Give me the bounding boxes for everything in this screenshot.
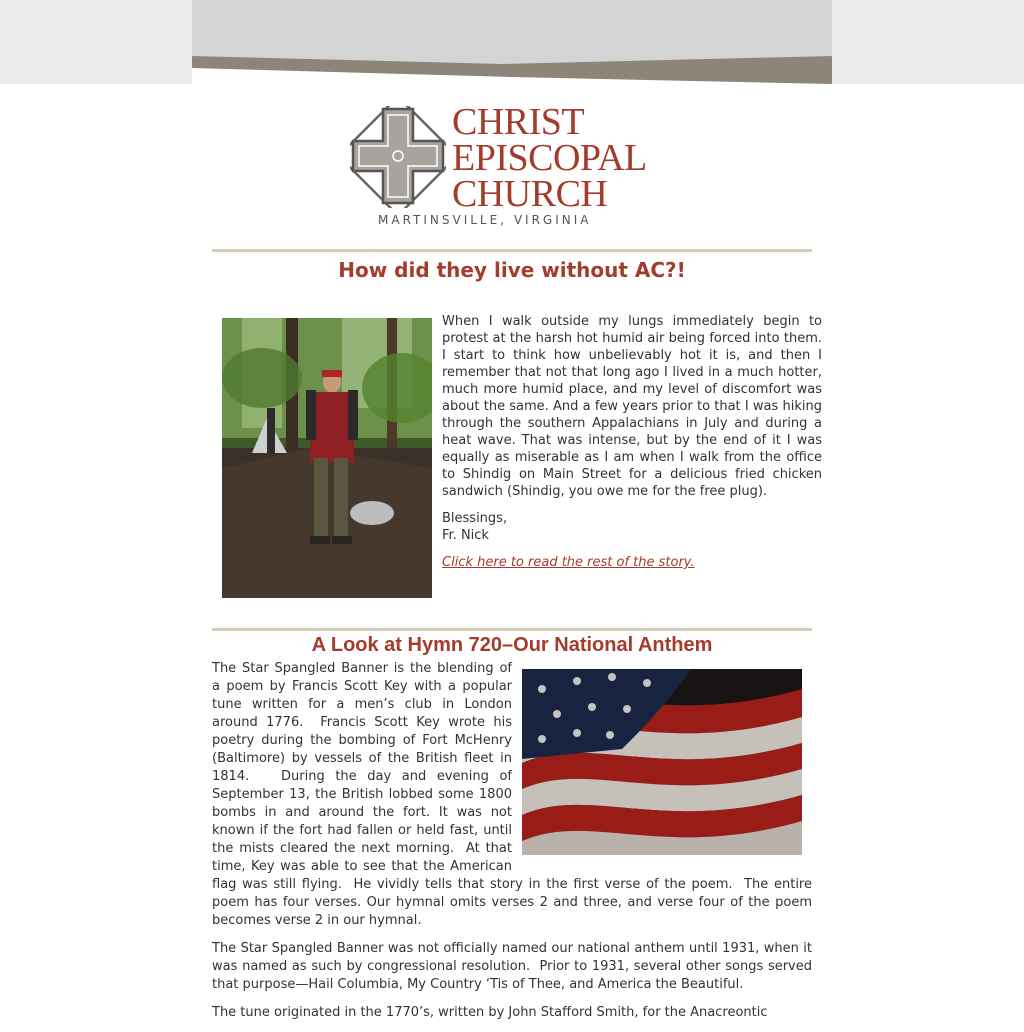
read-more-link[interactable]: Click here to read the rest of the story.	[442, 555, 695, 570]
hiker-photo	[222, 318, 432, 598]
church-logo[interactable]	[350, 101, 680, 232]
article-1-title: How did they live without AC?!	[338, 258, 686, 282]
article-2-title: A Look at Hymn 720–Our National Anthem	[311, 634, 713, 656]
article-2-paragraph-3: The tune originated in the 1770’s, written by John Stafford Smith, for the Anacreontic	[212, 1005, 768, 1020]
header-banner	[192, 0, 832, 84]
read-more-row	[442, 554, 822, 571]
church-name-line-2: EPISCOPAL	[452, 137, 647, 179]
celtic-cross-icon	[350, 106, 446, 208]
church-name	[452, 101, 647, 215]
american-flag-image	[522, 669, 802, 855]
article-1-text: When I walk outside my lungs immediately begin to protest at the harsh hot humid air being forced into them. I start to think how unbelievably hot it is, and then I remember that not that long ago I lived in a much hotter, much more humid place, and my level of discomfort was about the same. And a few years prior to that I was hiking through the southern Appalachians in July and during a heat wave. That was intense, but by the end of it I was equally as miserable as I am when I walk from the office to Shindig on Main Street for a delicious fried chicken sandwich (Shindig, you owe me for the free plug).	[442, 314, 822, 499]
divider	[212, 628, 812, 631]
article-2-paragraph-2: The Star Spangled Banner was not officially named our national anthem until 1931, when it was named as such by congressional resolution. Prior to 1931, several other songs served that purpose—Hail Columbia, My Country ‘Tis of Thee, and America the Beautiful.	[212, 941, 812, 992]
article-2-body	[212, 660, 812, 1032]
article-1-signoff	[442, 510, 822, 544]
article-1-body	[442, 313, 822, 581]
newsletter-body	[192, 84, 832, 1024]
church-location: MARTINSVILLE, VIRGINIA	[378, 213, 592, 227]
closing: Blessings,	[442, 511, 508, 526]
church-name-line-1: CHRIST	[452, 101, 585, 143]
divider	[212, 249, 812, 252]
signature: Fr. Nick	[442, 528, 489, 543]
church-name-line-3: CHURCH	[452, 173, 608, 215]
article-2-paragraph-1: The Star Spangled Banner is the blending of a poem by Francis Scott Key with a popular tune written for a men’s club in London around 1776. Francis Scott Key wrote his poetry during the bombing of Fort McHenry (Baltimore) by vessels of the British fleet in 1814. During the day and evening of September 13, the British lobbed some 1800 bombs in and around the fort. It was not known if the fort had fallen or held fast, until the mists cleared the next morning. At that time, Key was able to see that the American flag was still flying. He vividly tells that story in the first verse of the poem. The entire poem has four verses. Our hymnal omits verses 2 and three, and verse four of the poem becomes verse 2 in our hymnal.	[212, 661, 812, 928]
